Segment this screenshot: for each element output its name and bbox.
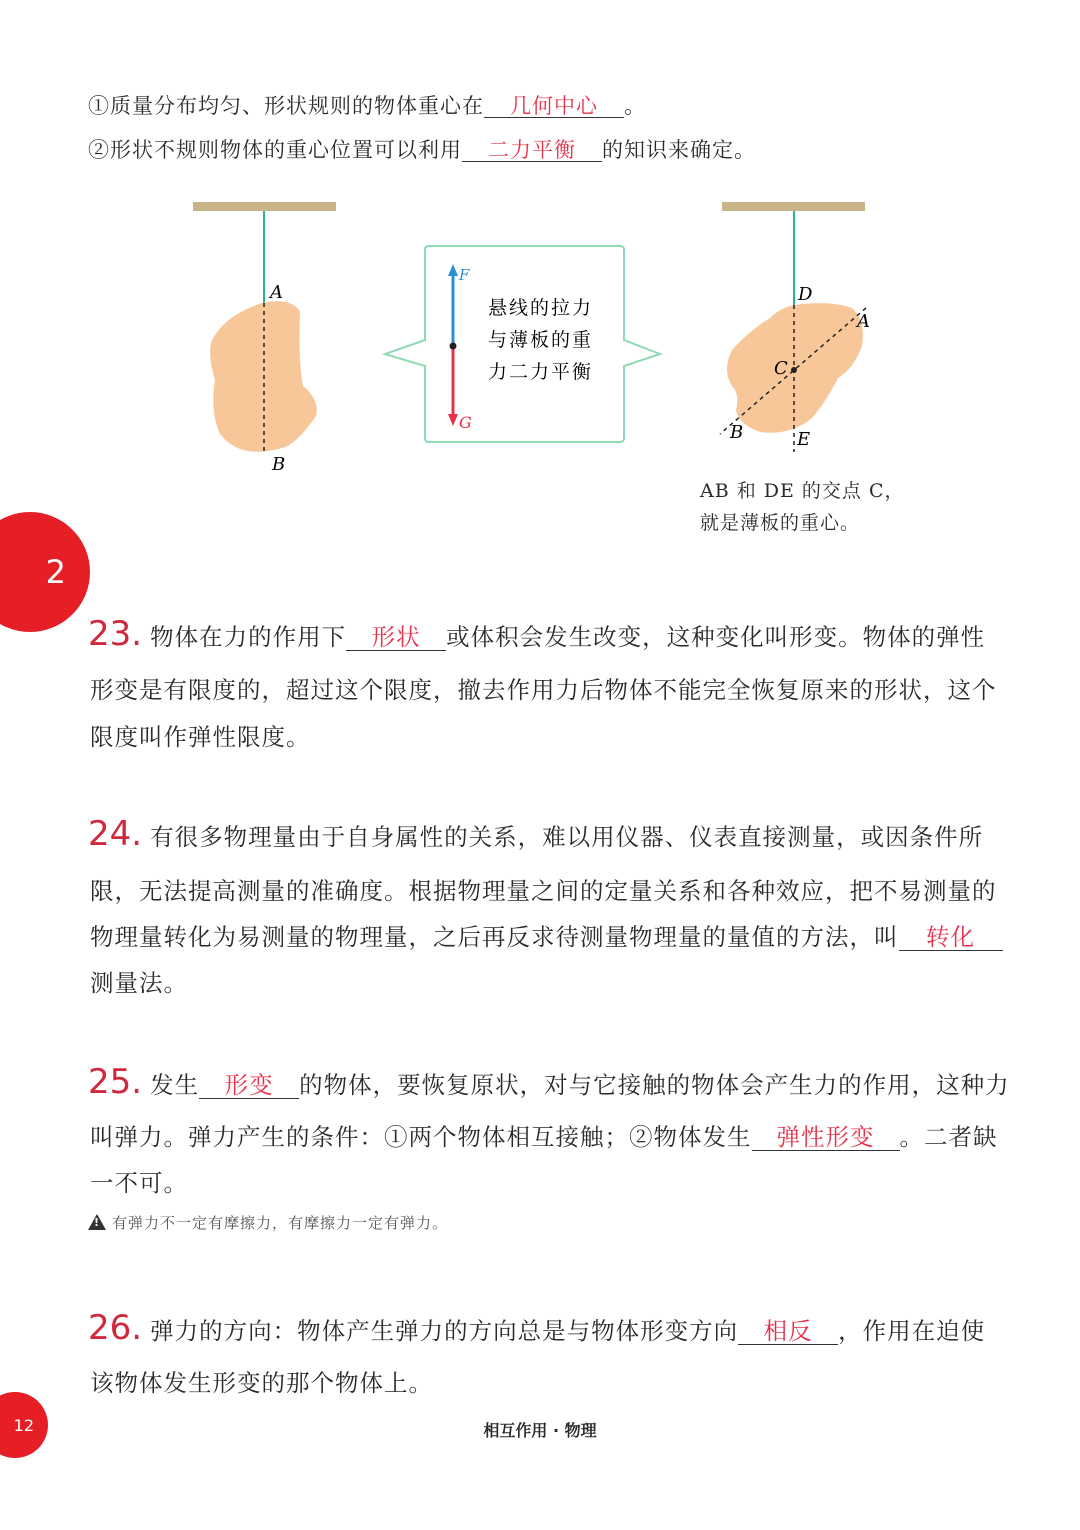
q23-text: 或体积会发生改变，这种变化叫形变。物体的弹性 (446, 623, 986, 651)
figure-caption-line-1: AB 和 DE 的交点 C， (700, 480, 905, 502)
q24-line-2: 限，无法提高测量的准确度。根据物理量之间的定量关系和各种效应，把不易测量的 (90, 877, 997, 905)
label-f: F (459, 266, 470, 284)
q26-line-2: 该物体发生形变的那个物体上。 (90, 1369, 433, 1397)
label-a: A (857, 311, 870, 332)
ceiling-bar-right (722, 202, 865, 211)
chapter-number: 2 (45, 553, 66, 591)
label-e: E (797, 429, 811, 450)
q25-line-1 (88, 1062, 1010, 1102)
page-number: 12 (13, 1415, 34, 1435)
label-left-a: A (270, 282, 283, 303)
answer-blank: 弹性形变 (752, 1125, 900, 1151)
label-left-b: B (272, 454, 286, 475)
q24-text: 物理量转化为易测量的物理量，之后再反求待测量物理量的量值的方法，叫 (90, 923, 899, 951)
label-b: B (730, 422, 744, 443)
force-point (450, 343, 457, 350)
callout-line-1: 悬线的拉力 (488, 297, 594, 319)
intro-text: ①质量分布均匀、形状规则的物体重心在 (88, 94, 484, 118)
warning-icon (88, 1214, 106, 1230)
item-number: 26. (88, 1308, 143, 1348)
q24-text: 有很多物理量由于自身属性的关系，难以用仪器、仪表直接测量，或因条件所 (150, 823, 984, 851)
q24-line-4: 测量法。 (90, 969, 188, 997)
q24-line-3 (90, 918, 1003, 952)
item-number: 24. (88, 814, 143, 854)
callout-line-2: 与薄板的重 (488, 329, 594, 351)
q23-line-3: 限度叫作弹性限度。 (90, 723, 311, 751)
intro-line-1 (88, 90, 646, 120)
callout-line-3: 力二力平衡 (488, 361, 594, 383)
figure-caption-line-2: 就是薄板的重心。 (700, 512, 861, 534)
q25-text: 发生 (150, 1071, 200, 1099)
q25-text: 。二者缺 (899, 1123, 998, 1151)
q26-line-1 (88, 1308, 985, 1348)
label-g: G (459, 413, 472, 432)
q26-text: ，作用在迫使 (838, 1317, 986, 1345)
answer-blank: 相反 (738, 1319, 838, 1345)
center-point-c (791, 367, 797, 373)
q25-text: 叫弹力。弹力产生的条件：①两个物体相互接触；②物体发生 (90, 1123, 752, 1151)
intro-line-2 (88, 134, 756, 164)
answer-blank: 二力平衡 (462, 139, 602, 162)
answer-blank: 形状 (346, 625, 446, 651)
answer-blank: 几何中心 (484, 95, 624, 118)
q26-text: 弹力的方向：物体产生弹力的方向总是与物体形变方向 (150, 1317, 739, 1345)
q24-line-1 (88, 814, 983, 854)
q23-text: 物体在力的作用下 (150, 623, 347, 651)
answer-blank: 形变 (199, 1073, 299, 1099)
warning-text: 有弹力不一定有摩擦力，有摩擦力一定有弹力。 (112, 1214, 449, 1232)
q25-line-3: 一不可。 (90, 1169, 188, 1197)
label-d: D (798, 284, 813, 305)
q25-text: 的物体，要恢复原状，对与它接触的物体会产生力的作用，这种力 (299, 1071, 1010, 1099)
item-number: 25. (88, 1062, 143, 1102)
intro-text: 。 (624, 94, 646, 118)
label-c: C (774, 358, 788, 379)
item-number: 23. (88, 614, 143, 654)
q25-line-2 (90, 1118, 998, 1152)
q23-line-2: 形变是有限度的，超过这个限度，撤去作用力后物体不能完全恢复原来的形状，这个 (90, 676, 997, 704)
ceiling-bar-left (193, 202, 336, 211)
q23-line-1 (88, 614, 985, 654)
answer-blank: 转化 (899, 925, 1003, 951)
intro-text: ②形状不规则物体的重心位置可以利用 (88, 138, 462, 162)
page-footer: 相互作用 · 物理 (483, 1421, 597, 1440)
warning-note (88, 1212, 448, 1233)
intro-text: 的知识来确定。 (602, 138, 756, 162)
